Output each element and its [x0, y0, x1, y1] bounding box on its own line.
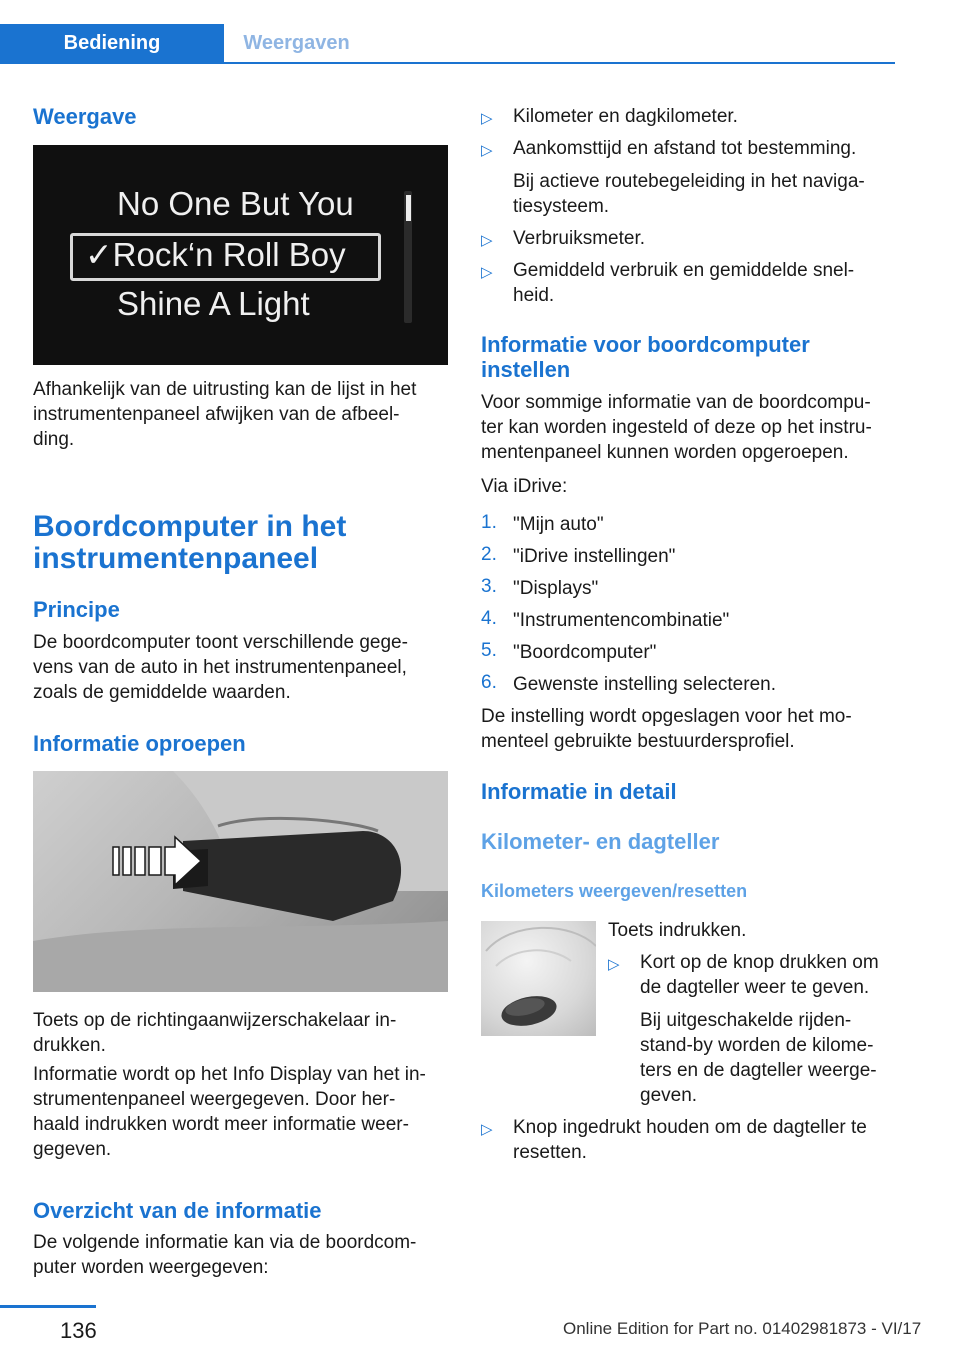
info-item-2 — [513, 136, 898, 219]
lever-text-2 — [33, 1062, 453, 1162]
bullet-triangle-icon: ▷ — [481, 1121, 493, 1138]
kilometer-heading: Kilometer- en dagteller — [481, 829, 720, 854]
trip-reset-button-illustration — [481, 921, 596, 1036]
text-line: puter worden weergegeven: — [33, 1257, 269, 1278]
step-number: 2. — [481, 544, 497, 565]
text-line: De instelling wordt opgeslagen voor het mo- — [481, 706, 852, 727]
step-text: "Boordcomputer" — [513, 642, 657, 663]
info-item-4 — [513, 258, 898, 308]
lever-drawing — [33, 771, 448, 992]
weergave-heading: Weergave — [33, 104, 137, 129]
last-bullet-text — [513, 1115, 903, 1165]
text-line: zoals de gemiddelde waarden. — [33, 682, 291, 703]
text-line: Bij actieve routebegeleiding in het naviga- — [513, 171, 865, 192]
section-header — [0, 24, 895, 64]
heading-line: Informatie voor boordcomputer — [481, 332, 810, 357]
step-number: 5. — [481, 640, 497, 661]
text-line: Toets op de richtingaanwijzerschakelaar in- — [33, 1010, 397, 1031]
tab-bediening[interactable]: Bediening — [0, 24, 224, 62]
bullet-triangle-icon: ▷ — [481, 110, 493, 127]
text-line: Voor sommige informatie van de boordcompu- — [481, 392, 871, 413]
button-drawing — [481, 921, 596, 1036]
main-heading-line: instrumentenpaneel — [33, 542, 319, 575]
sub-bullet-text — [640, 950, 900, 1108]
overzicht-text — [33, 1230, 448, 1280]
step-text: "Displays" — [513, 578, 599, 599]
text-line: strumentenpaneel weergegeven. Door her- — [33, 1089, 396, 1110]
text-line: haald indrukken wordt meer informatie weer- — [33, 1114, 409, 1135]
step-number: 1. — [481, 512, 497, 533]
text-line: mentenpaneel kunnen worden opgeroepen. — [481, 442, 849, 463]
text-line: tiesysteem. — [513, 196, 610, 217]
step-text: "iDrive instellingen" — [513, 546, 676, 567]
text-line: Informatie wordt op het Info Display van het in- — [33, 1064, 426, 1085]
principe-text — [33, 630, 448, 705]
display-caption — [33, 377, 448, 452]
display-line-2: ✓Rock‘n Roll Boy — [85, 236, 346, 273]
text-line: Knop ingedrukt houden om de dagteller te — [513, 1117, 867, 1138]
info-item-1: Kilometer en dagkilometer. — [513, 106, 738, 127]
display-illustration — [33, 145, 448, 365]
step-number: 6. — [481, 672, 497, 693]
via-idrive: Via iDrive: — [481, 476, 568, 497]
edition-note: Online Edition for Part no. 01402981873 - VI/17 — [563, 1319, 922, 1338]
instellen-text — [481, 390, 901, 465]
display-scrollbar-thumb — [406, 195, 411, 221]
main-heading-line: Boordcomputer in het — [33, 510, 347, 543]
text-line: de dagteller weer te geven. — [640, 977, 870, 998]
text-line: resetten. — [513, 1142, 587, 1163]
toets-text: Toets indrukken. — [608, 920, 747, 941]
text-line: Kort op de knop drukken om — [640, 952, 879, 973]
heading-line: instellen — [481, 357, 571, 382]
caption-line: instrumentenpaneel afwijken van de afbeel- — [33, 404, 400, 425]
text-line: geven. — [640, 1085, 698, 1106]
display-line-1: No One But You — [117, 185, 354, 222]
tab-weergaven[interactable]: Weergaven — [243, 32, 350, 54]
text-line: drukken. — [33, 1035, 106, 1056]
text-line: Bij uitgeschakelde rijden- — [640, 1010, 852, 1031]
bullet-triangle-icon: ▷ — [481, 264, 493, 281]
bullet-triangle-icon: ▷ — [481, 232, 493, 249]
text-line: heid. — [513, 285, 555, 306]
step-text: "Instrumentencombinatie" — [513, 610, 730, 631]
display-line-3: Shine A Light — [117, 285, 310, 322]
info-item-3: Verbruiksmeter. — [513, 228, 645, 249]
text-line: De boordcomputer toont verschillende gege- — [33, 632, 408, 653]
text-line: Aankomsttijd en afstand tot bestemming. — [513, 138, 857, 159]
instellen-heading — [481, 332, 810, 382]
step-number: 4. — [481, 608, 497, 629]
text-line: menteel gebruikte bestuurdersprofiel. — [481, 731, 795, 752]
text-line: stand-by worden de kilome- — [640, 1035, 874, 1056]
oproepen-heading: Informatie oproepen — [33, 731, 246, 756]
bullet-triangle-icon: ▷ — [481, 142, 493, 159]
step-number: 3. — [481, 576, 497, 597]
text-line: ter kan worden ingesteld of deze op het instru- — [481, 417, 872, 438]
turn-signal-lever-illustration — [33, 771, 448, 992]
detail-heading: Informatie in detail — [481, 779, 677, 804]
lever-text-1 — [33, 1008, 448, 1058]
caption-line: Afhankelijk van de uitrusting kan de lijst in het — [33, 379, 417, 400]
bullet-triangle-icon: ▷ — [608, 956, 620, 973]
main-heading — [33, 511, 448, 575]
text-line: De volgende informatie kan via de boordcom- — [33, 1232, 417, 1253]
principe-heading: Principe — [33, 597, 120, 622]
overzicht-heading: Overzicht van de informatie — [33, 1198, 322, 1223]
resetten-heading: Kilometers weergeven/resetten — [481, 881, 748, 901]
step-text: "Mijn auto" — [513, 514, 604, 535]
step-text: Gewenste instelling selecteren. — [513, 674, 776, 695]
saved-text — [481, 704, 901, 754]
text-line: gegeven. — [33, 1139, 112, 1160]
footer-rule — [0, 1305, 96, 1308]
caption-line: ding. — [33, 429, 75, 450]
page-number: 136 — [60, 1318, 97, 1343]
text-line: ters en de dagteller weerge- — [640, 1060, 877, 1081]
text-line: vens van de auto in het instrumentenpaneel, — [33, 657, 407, 678]
text-line: Gemiddeld verbruik en gemiddelde snel- — [513, 260, 855, 281]
